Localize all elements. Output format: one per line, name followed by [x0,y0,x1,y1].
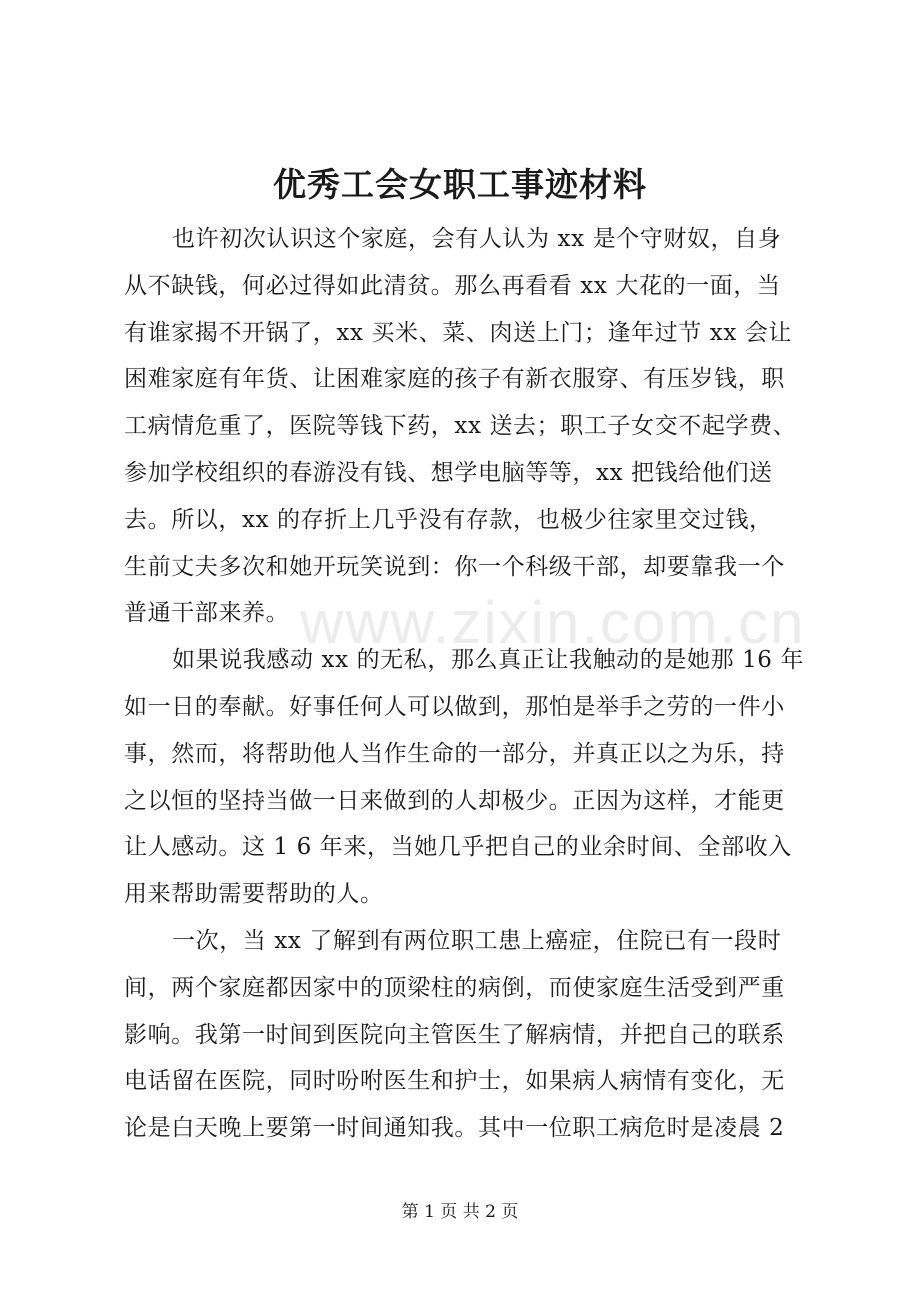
body-line: 论是白天晚上要第一时间通知我。其中一位职工病危时是凌晨 2 [124,1115,785,1142]
body-line: 间，两个家庭都因家中的顶梁柱的病倒，而使家庭生活受到严重 [124,974,785,1001]
body-line: 普通干部来养。 [124,600,290,627]
body-line: 工病情危重了，医院等钱下药，xx 送去；职工子女交不起学费、 [124,413,797,440]
body-line: 影响。我第一时间到医院向主管医生了解病情，并把自己的联系 [124,1021,785,1048]
body-line: 困难家庭有年货、让困难家庭的孩子有新衣服穿、有压岁钱，职 [124,366,785,393]
body-line: 也许初次认识这个家庭，会有人认为 xx 是个守财奴，自身 [172,226,782,252]
body-line: 生前丈夫多次和她开玩笑说到：你一个科级干部，却要靠我一个 [124,553,785,580]
body-line: 从不缺钱，何必过得如此清贫。那么再看看 xx 大花的一面，当 [124,272,781,299]
body-line: 用来帮助需要帮助的人。 [124,881,384,908]
document-title: 优秀工会女职工事迹材料 [273,165,647,204]
page-footer: 第 1 页 共 2 页 [401,1202,519,1222]
body-line: 一次，当 xx 了解到有两位职工患上癌症，住院已有一段时 [172,927,782,954]
body-line: 参加学校组织的春游没有钱、想学电脑等等，xx 把钱给他们送 [124,459,773,486]
body-line: 事，然而，将帮助他人当作生命的一部分，并真正以之为乐，持 [124,740,785,767]
body-line: 电话留在医院，同时吩咐医生和护士，如果病人病情有变化，无 [124,1068,785,1095]
body-line: 有谁家揭不开锅了，xx 买米、菜、肉送上门；逢年过节 xx 会让 [124,319,793,346]
body-line: 如一日的奉献。好事任何人可以做到，那怕是举手之劳的一件小 [124,693,785,720]
body-line: 如果说我感动 xx 的无私，那么真正让我触动的是她那 16 年 [172,647,805,674]
watermark: www.zixin.com.cn [300,589,806,656]
body-line: 之以恒的坚持当做一日来做到的人却极少。正因为这样，才能更 [124,787,785,814]
body-line: 去。所以，xx 的存折上几乎没有存款，也极少往家里交过钱， [124,506,773,533]
body-line: 让人感动。这 1 6 年来，当她几乎把自己的业余时间、全部收入 [124,834,792,861]
document-body [124,216,824,1152]
